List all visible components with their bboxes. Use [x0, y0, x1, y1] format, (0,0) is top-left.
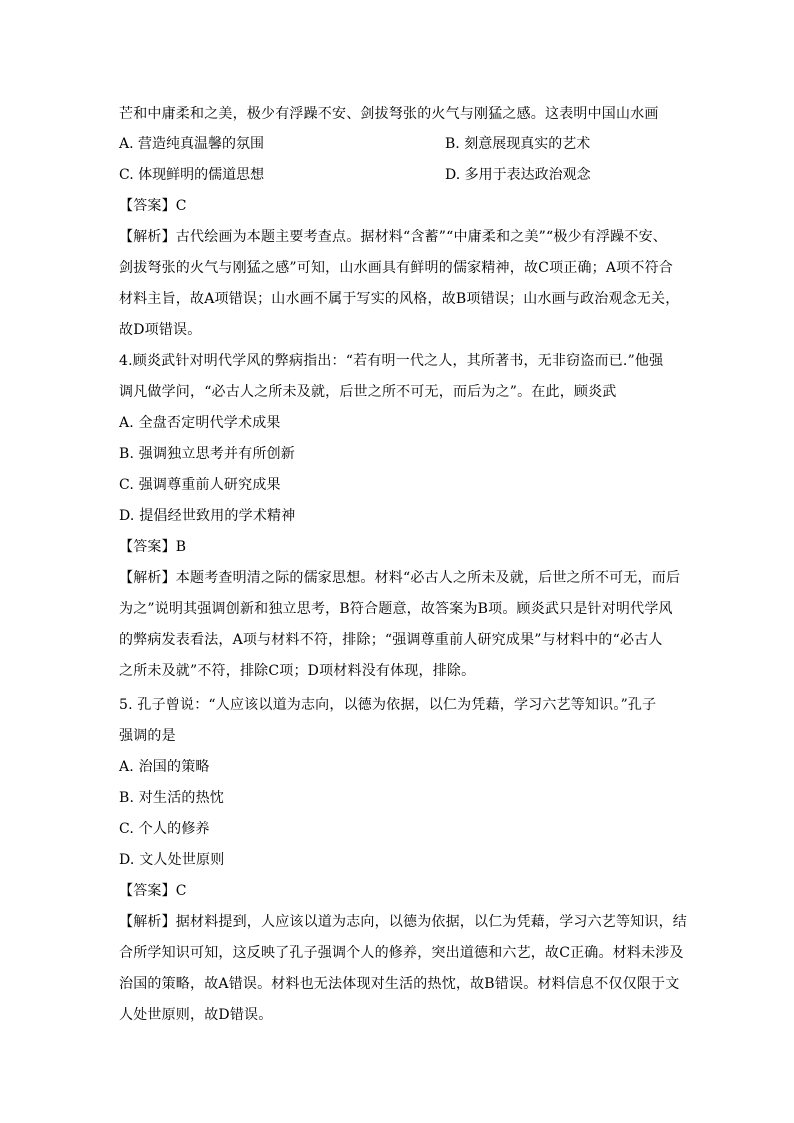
q3-analysis-line: 材料主旨，故A项错误；山水画不属于写实的风格，故B项错误；山水画与政治观念无关， [119, 291, 680, 307]
q4-option-a: A. 全盘否定明代学术成果 [119, 415, 281, 431]
q4-stem-line: 调凡做学问，“必古人之所未及就，后世之所不可无，而后为之”。在此，顾炎武 [119, 384, 617, 400]
q3-option-d: D. 多用于表达政治观念 [445, 167, 591, 183]
q5-stem-line: 强调的是 [119, 728, 176, 744]
q3-analysis-line: 故D项错误。 [119, 322, 202, 338]
q4-option-c: C. 强调尊重前人研究成果 [119, 477, 281, 493]
q3-analysis-line: 剑拔弩张的火气与刚猛之感”可知，山水画具有鲜明的儒家精神，故C项正确；A项不符合 [119, 260, 673, 276]
q3-answer: 【答案】C [119, 198, 187, 214]
q5-option-d: D. 文人处世原则 [119, 852, 225, 868]
q3-option-a: A. 营造纯真温馨的氛围 [119, 136, 265, 152]
q4-option-b: B. 强调独立思考并有所创新 [119, 446, 295, 462]
q5-option-a: A. 治国的策略 [119, 759, 210, 775]
q4-analysis-line: 为之”说明其强调创新和独立思考，B符合题意，故答案为B项。顾炎武只是针对明代学风 [119, 601, 673, 617]
q5-analysis-line: 【解析】据材料提到，人应该以道为志向，以德为依据，以仁为凭藉，学习六艺等知识，结 [119, 914, 687, 930]
q3-option-b: B. 刻意展现真实的艺术 [445, 136, 591, 152]
q5-option-c: C. 个人的修养 [119, 821, 210, 837]
q5-analysis-line: 治国的策略，故A错误。材料也无法体现对生活的热忱，故B错误。材料信息不仅仅限于文 [119, 976, 680, 992]
q4-answer: 【答案】B [119, 539, 187, 555]
q4-analysis-line: 的弊病发表看法，A项与材料不符，排除；“强调尊重前人研究成果”与材料中的“必古人 [119, 632, 663, 648]
q3-option-c: C. 体现鲜明的儒道思想 [119, 167, 265, 183]
q4-stem-line: 4.顾炎武针对明代学风的弊病指出：“若有明一代之人，其所著书，无非窃盗而已.”他强 [119, 353, 664, 369]
q5-option-b: B. 对生活的热忱 [119, 790, 224, 806]
q5-stem-line: 5. 孔子曾说：“人应该以道为志向，以德为依据，以仁为凭藉，学习六艺等知识。”孔子 [119, 697, 657, 713]
q3-analysis-line: 【解析】古代绘画为本题主要考查点。据材料“含蓄”“中庸柔和之美”“极少有浮躁不安、 [119, 229, 667, 245]
q5-answer: 【答案】C [119, 883, 187, 899]
q4-option-d: D. 提倡经世致用的学术精神 [119, 508, 296, 524]
q4-analysis-line: 【解析】本题考查明清之际的儒家思想。材料“必古人之所未及就，后世之所不可无，而后 [119, 570, 681, 586]
q4-analysis-line: 之所未及就”不符，排除C项；D项材料没有体现，排除。 [119, 663, 476, 679]
q5-analysis-line: 合所学知识可知，这反映了孔子强调个人的修养，突出道德和六艺，故C正确。材料未涉及 [119, 945, 684, 961]
q3-stem-tail: 芒和中庸柔和之美，极少有浮躁不安、剑拔弩张的火气与刚猛之感。这表明中国山水画 [119, 106, 659, 122]
q5-analysis-line: 人处世原则，故D错误。 [119, 1007, 273, 1023]
